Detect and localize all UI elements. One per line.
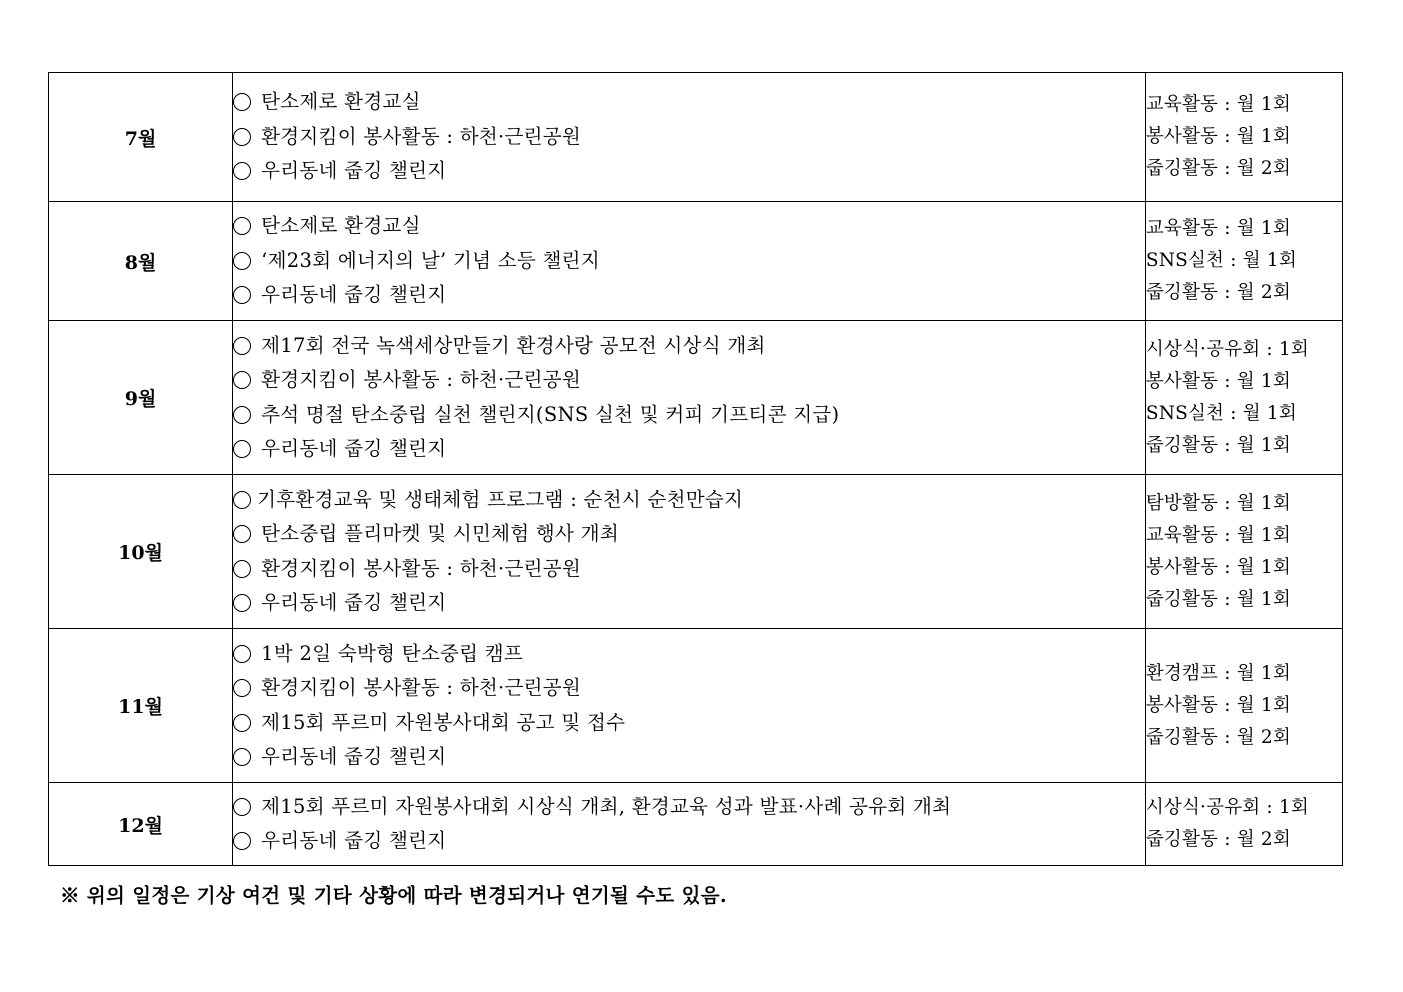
month-cell: 10월 [49,475,233,629]
activity-item: 우리동네 줍깅 챌린지 [233,154,1145,189]
frequency-cell [1145,73,1342,202]
frequency-item: 시상식·공유회 : 1회 [1145,797,1309,818]
table-row [49,321,1343,475]
circle-bullet-icon [233,406,251,424]
circle-bullet-icon [233,337,251,355]
circle-bullet-icon [233,162,251,180]
frequency-item: 줍깅활동 : 월 1회 [1145,588,1291,610]
frequency-cell [1145,321,1342,475]
frequency-item: 탐방활동 : 월 1회 [1145,492,1291,514]
activity-item: 우리동네 줍깅 챌린지 [233,586,1145,621]
activity-item: 우리동네 줍깅 챌린지 [233,740,1145,775]
activity-item: 우리동네 줍깅 챌린지 [233,824,1145,859]
frequency-item: 줍깅활동 : 월 1회 [1145,434,1291,456]
table-row [49,73,1343,202]
frequency-cell [1145,202,1342,321]
frequency-item: 봉사활동 : 월 1회 [1145,126,1291,147]
frequency-cell [1145,629,1342,783]
frequency-item: 봉사활동 : 월 1회 [1145,370,1291,392]
activities-cell [233,321,1146,475]
table-row [49,202,1343,321]
schedule-sheet [48,72,1343,866]
activity-item: 1박 2일 숙박형 탄소중립 캠프 [233,637,1145,672]
circle-bullet-icon [233,560,251,578]
frequency-item: 교육활동 : 월 1회 [1145,524,1291,546]
frequency-item: 봉사활동 : 월 1회 [1145,694,1291,716]
frequency-item: 봉사활동 : 월 1회 [1145,556,1291,578]
month-cell: 8월 [49,202,233,321]
activity-item: 환경지킴이 봉사활동 : 하천·근린공원 [233,120,1145,155]
circle-bullet-icon [233,594,251,612]
activity-item: 환경지킴이 봉사활동 : 하천·근린공원 [233,552,1145,587]
frequency-item: SNS실천 : 월 1회 [1145,250,1297,271]
activity-item: 제17회 전국 녹색세상만들기 환경사랑 공모전 시상식 개최 [233,329,1145,364]
activity-item: 우리동네 줍깅 챌린지 [233,432,1145,467]
activity-item: 탄소중립 플리마켓 및 시민체험 행사 개최 [233,517,1145,552]
frequency-item: 줍깅활동 : 월 2회 [1145,282,1291,303]
frequency-item: 줍깅활동 : 월 2회 [1145,158,1291,179]
activity-item: 환경지킴이 봉사활동 : 하천·근린공원 [233,671,1145,706]
activities-cell [233,73,1146,202]
circle-bullet-icon [233,832,251,850]
circle-bullet-icon [233,93,251,111]
circle-bullet-icon [233,128,251,146]
frequency-item: 줍깅활동 : 월 2회 [1145,726,1291,748]
month-cell: 7월 [49,73,233,202]
month-cell: 11월 [49,629,233,783]
frequency-cell [1145,783,1342,866]
circle-bullet-icon [233,252,251,270]
circle-bullet-icon [233,371,251,389]
circle-bullet-icon [233,679,251,697]
circle-bullet-icon [233,491,251,509]
frequency-item: 줍깅활동 : 월 2회 [1145,829,1291,850]
month-cell: 9월 [49,321,233,475]
frequency-item: SNS실천 : 월 1회 [1145,402,1297,424]
month-cell: 12월 [49,783,233,866]
circle-bullet-icon [233,525,251,543]
table-row [49,783,1343,866]
activities-cell [233,783,1146,866]
frequency-cell [1145,475,1342,629]
activity-item: 환경지킴이 봉사활동 : 하천·근린공원 [233,363,1145,398]
frequency-item: 교육활동 : 월 1회 [1145,218,1291,239]
circle-bullet-icon [233,748,251,766]
circle-bullet-icon [233,440,251,458]
circle-bullet-icon [233,714,251,732]
activity-item: ‘제23회 에너지의 날’ 기념 소등 챌린지 [233,244,1145,279]
schedule-table [48,72,1343,866]
activity-item: 제15회 푸르미 자원봉사대회 공고 및 접수 [233,706,1145,741]
circle-bullet-icon [233,217,251,235]
activity-item: 기후환경교육 및 생태체험 프로그램 : 순천시 순천만습지 [233,483,1145,518]
frequency-item: 환경캠프 : 월 1회 [1145,662,1291,684]
circle-bullet-icon [233,286,251,304]
activities-cell [233,475,1146,629]
frequency-item: 교육활동 : 월 1회 [1145,94,1291,115]
circle-bullet-icon [233,798,251,816]
circle-bullet-icon [233,645,251,663]
activities-cell [233,202,1146,321]
table-row [49,475,1343,629]
schedule-note: ※ 위의 일정은 기상 여건 및 기타 상황에 따라 변경되거나 연기될 수도 있음. [60,884,727,907]
activity-item: 추석 명절 탄소중립 실천 챌린지(SNS 실천 및 커피 기프티콘 지급) [233,398,1145,433]
activity-item: 탄소제로 환경교실 [233,85,1145,120]
table-row [49,629,1343,783]
frequency-item: 시상식·공유회 : 1회 [1145,338,1309,360]
activity-item: 제15회 푸르미 자원봉사대회 시상식 개최, 환경교육 성과 발표·사례 공유회 개최 [233,790,1145,825]
activity-item: 탄소제로 환경교실 [233,209,1145,244]
activity-item: 우리동네 줍깅 챌린지 [233,278,1145,313]
activities-cell [233,629,1146,783]
